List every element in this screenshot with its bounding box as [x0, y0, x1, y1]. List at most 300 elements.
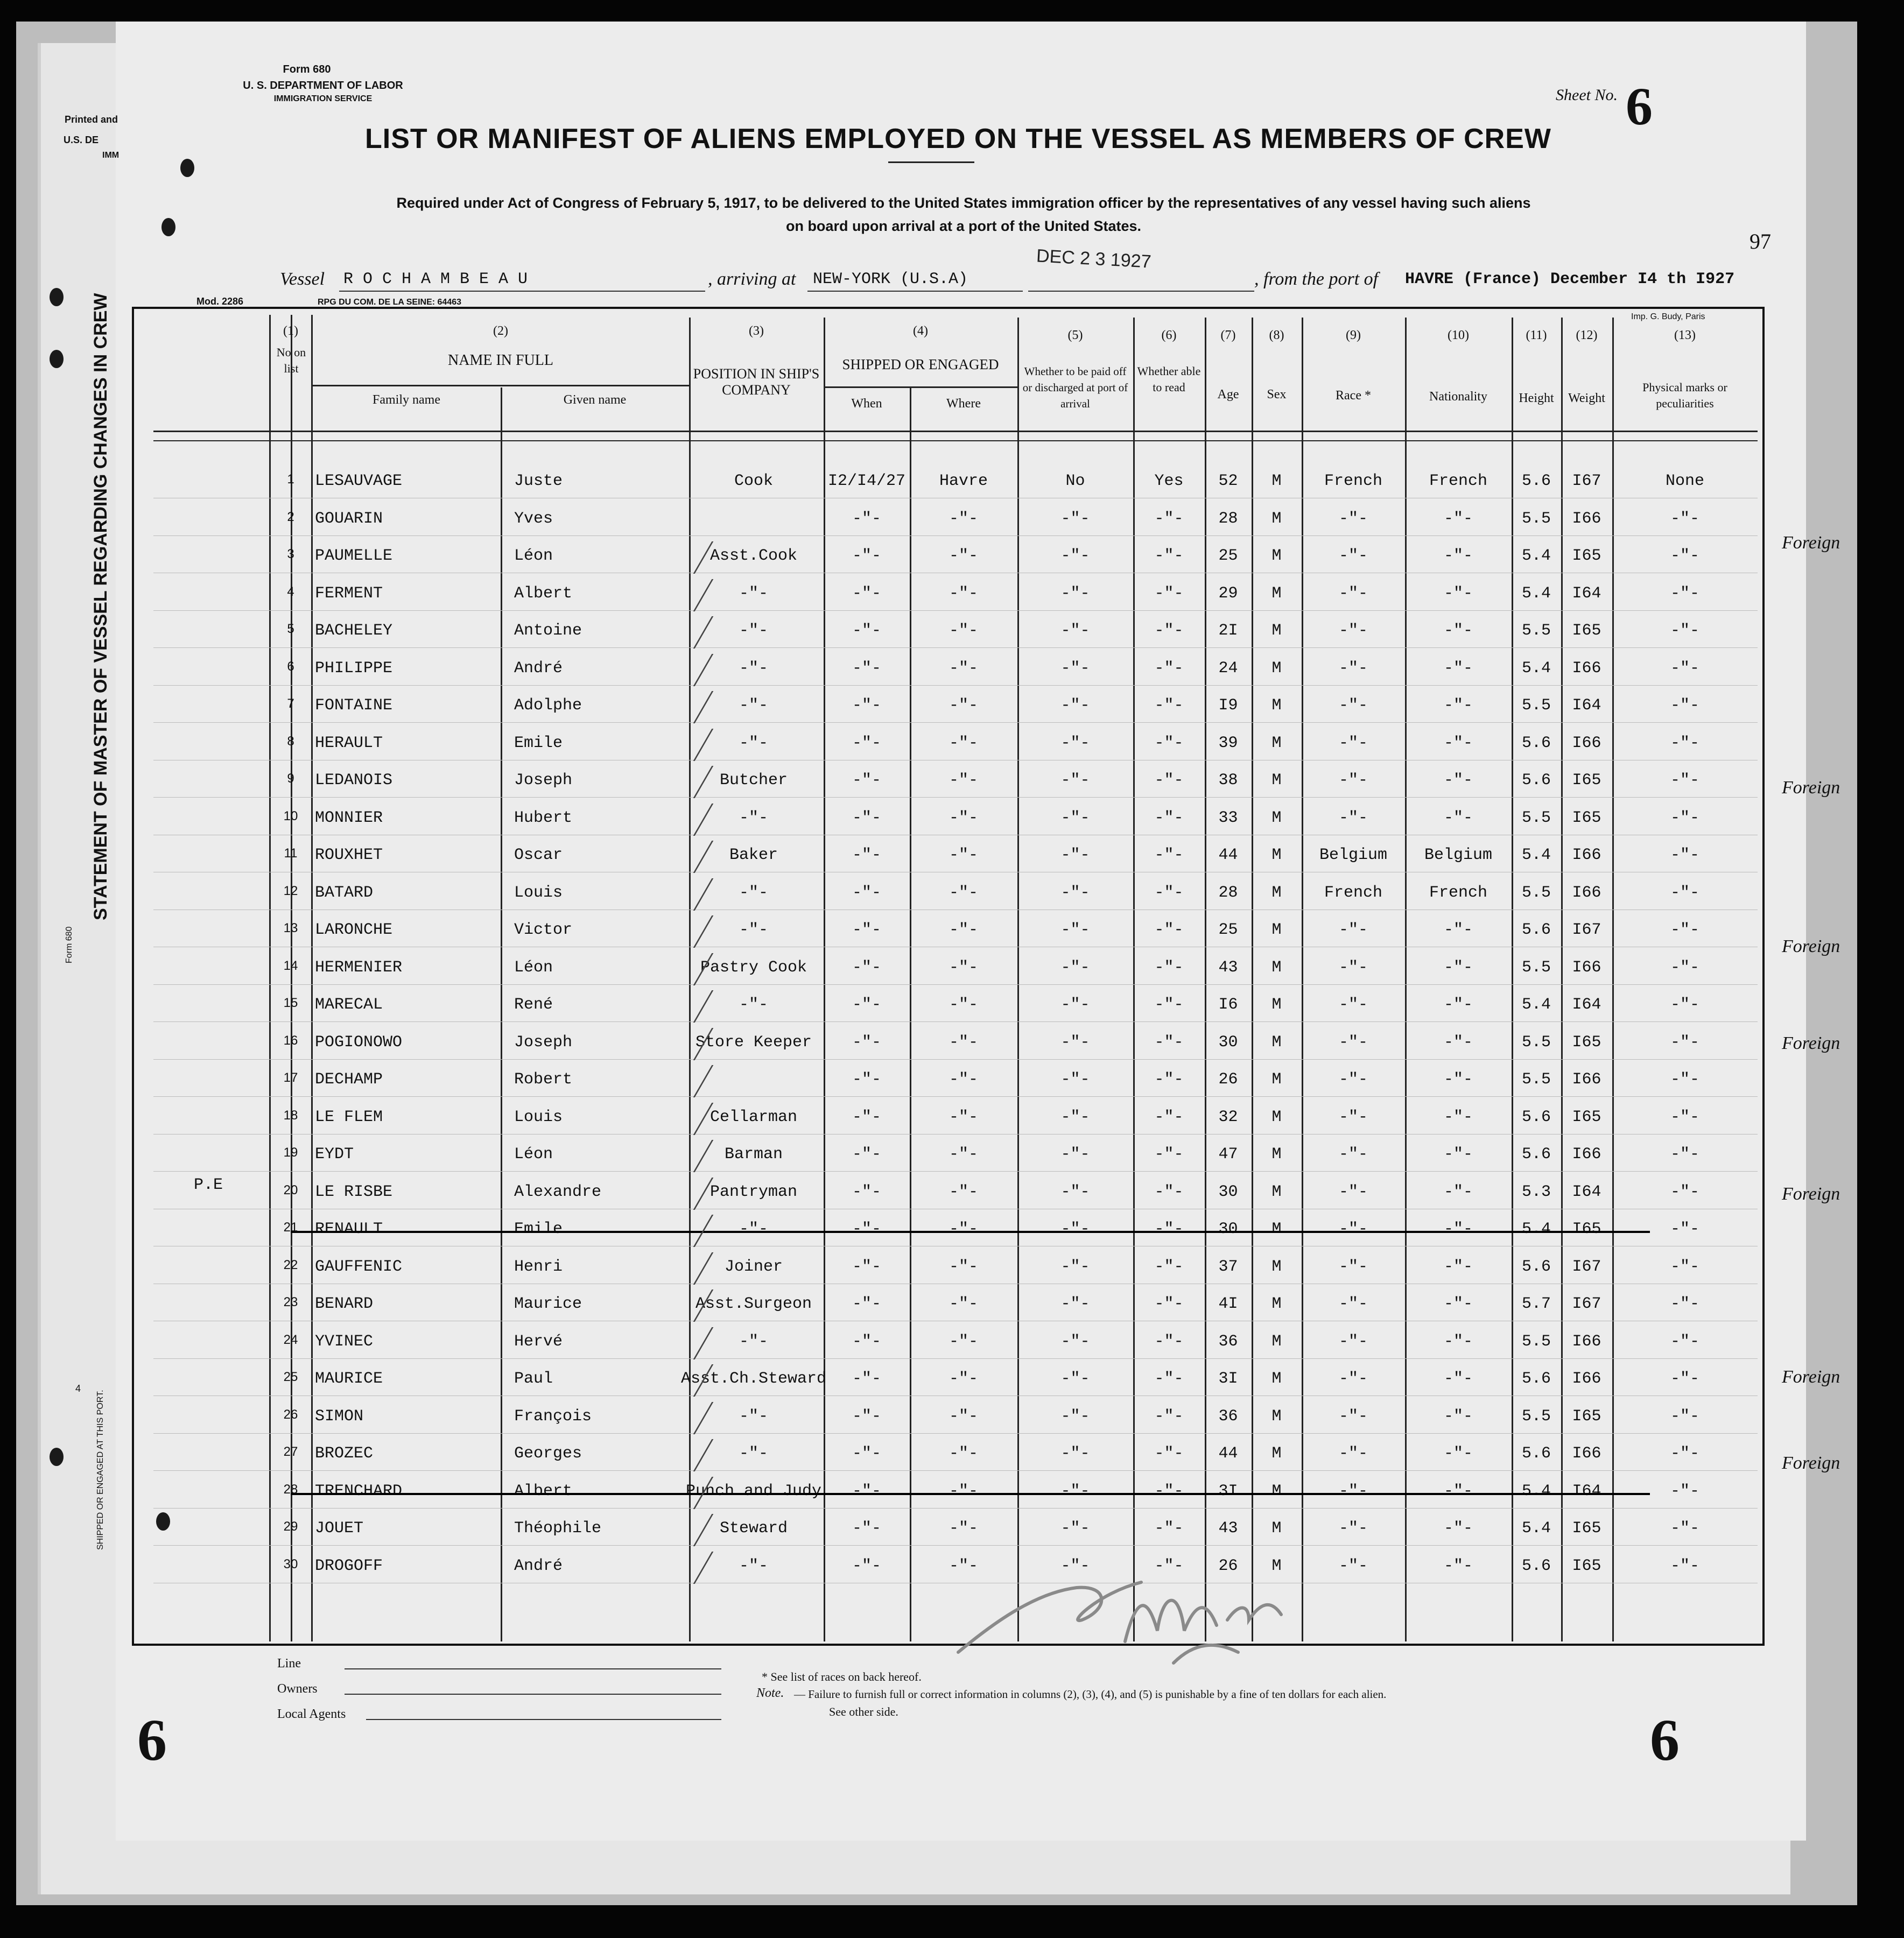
cell-no: 2 [287, 509, 294, 524]
cell-nat: -"- [1443, 1332, 1473, 1351]
col4-num: (4) [913, 324, 928, 338]
cell-sex: M [1271, 1257, 1282, 1276]
cell-age: 24 [1218, 659, 1238, 678]
cell-nat: -"- [1443, 659, 1473, 678]
cell-family: HERMENIER [315, 958, 403, 977]
cell-nat: -"- [1443, 1220, 1473, 1238]
cell-age: 28 [1218, 509, 1238, 528]
cell-read: -"- [1154, 622, 1184, 640]
cell-read: -"- [1154, 1257, 1184, 1276]
cell-paid: -"- [1060, 1182, 1090, 1201]
cell-family: DECHAMP [315, 1070, 383, 1089]
cell-given: Léon [514, 958, 553, 977]
cell-paid: -"- [1060, 1407, 1090, 1426]
cell-weight: I64 [1572, 1482, 1601, 1500]
cell-given: Adolphe [514, 696, 582, 715]
cell-pos: Steward [719, 1519, 788, 1538]
page-number-left: 6 [137, 1707, 167, 1773]
title-underline [888, 161, 974, 163]
cell-height: 5.3 [1521, 1182, 1551, 1201]
cell-where: -"- [949, 1556, 978, 1575]
cell-sex: M [1271, 1033, 1282, 1052]
cell-where: -"- [949, 659, 978, 678]
cell-nat: -"- [1443, 808, 1473, 827]
cell-marks: -"- [1670, 1145, 1699, 1164]
cell-sex: M [1271, 1444, 1282, 1463]
cell-age: 36 [1218, 1332, 1238, 1351]
cell-marks: -"- [1670, 846, 1699, 864]
cell-sex: M [1271, 1332, 1282, 1351]
cell-given: Albert [514, 1482, 573, 1500]
cell-read: -"- [1154, 1482, 1184, 1500]
cell-nat: -"- [1443, 1482, 1473, 1500]
cell-nat: -"- [1443, 996, 1473, 1014]
cell-family: GOUARIN [315, 509, 383, 528]
cell-nat: -"- [1443, 1519, 1473, 1538]
cell-nat: Belgium [1424, 846, 1493, 864]
cell-pos: -"- [739, 1407, 768, 1426]
side-form: Form 680 [65, 926, 74, 963]
cell-where: -"- [949, 1332, 978, 1351]
cell-marks: -"- [1670, 584, 1699, 603]
cell-read: -"- [1154, 808, 1184, 827]
cell-marks: -"- [1670, 1482, 1699, 1500]
cell-height: 5.5 [1521, 958, 1551, 977]
cell-paid: -"- [1060, 696, 1090, 715]
cell-pos: -"- [739, 1444, 768, 1463]
cell-paid: -"- [1060, 622, 1090, 640]
cell-race: -"- [1338, 1033, 1368, 1052]
cell-given: Georges [514, 1444, 582, 1463]
cell-age: 30 [1218, 1182, 1238, 1201]
cell-age: 25 [1218, 547, 1238, 565]
cell-weight: I66 [1572, 1332, 1601, 1351]
col5-num: (5) [1067, 328, 1083, 342]
cell-when: -"- [852, 1482, 881, 1500]
cell-where: -"- [949, 1519, 978, 1538]
cell-when: -"- [852, 771, 881, 790]
cell-family: LE RISBE [315, 1182, 393, 1201]
col11-header: Height [1519, 391, 1554, 405]
cell-race: -"- [1338, 808, 1368, 827]
cell-when: -"- [852, 659, 881, 678]
col11-num: (11) [1526, 328, 1547, 342]
col4-header: SHIPPED OR ENGAGED [842, 356, 999, 372]
row-rule [153, 1545, 1758, 1546]
cell-paid: -"- [1060, 547, 1090, 565]
cell-family: LARONCHE [315, 921, 393, 939]
col13-header: Physical marks or peculiarities [1642, 380, 1727, 410]
page-title: LIST OR MANIFEST OF ALIENS EMPLOYED ON THE VESSEL AS MEMBERS OF CREW [365, 123, 1551, 154]
cell-weight: I64 [1572, 584, 1601, 603]
col12-num: (12) [1576, 328, 1598, 342]
cell-when: -"- [852, 1220, 881, 1238]
cell-marks: -"- [1670, 1519, 1699, 1538]
cell-when: -"- [852, 584, 881, 603]
cell-where: -"- [949, 1444, 978, 1463]
printed-note-2: U.S. DE [64, 135, 99, 145]
cell-read: -"- [1154, 696, 1184, 715]
cell-age: 26 [1218, 1556, 1238, 1575]
cell-where: -"- [949, 996, 978, 1014]
cell-given: Paul [514, 1370, 553, 1388]
cell-marks: -"- [1670, 1370, 1699, 1388]
cell-race: Belgium [1319, 846, 1388, 864]
cell-race: -"- [1338, 1070, 1368, 1089]
cell-marks: -"- [1670, 996, 1699, 1014]
cell-where: -"- [949, 696, 978, 715]
row-rule [153, 984, 1758, 985]
cell-when: -"- [852, 808, 881, 827]
cell-marks: -"- [1670, 696, 1699, 715]
cell-marks: -"- [1670, 1444, 1699, 1463]
cell-marks: None [1665, 472, 1704, 490]
cell-weight: I66 [1572, 883, 1601, 902]
col2b-header: Given name [563, 393, 627, 407]
cell-sex: M [1271, 584, 1282, 603]
cell-sex: M [1271, 1482, 1282, 1500]
cell-height: 5.6 [1521, 771, 1551, 790]
cell-paid: -"- [1060, 1145, 1090, 1164]
cell-marks: -"- [1670, 734, 1699, 752]
cell-when: -"- [852, 1108, 881, 1126]
cell-marks: -"- [1670, 509, 1699, 528]
cell-weight: I65 [1572, 1519, 1601, 1538]
cell-when: -"- [852, 1070, 881, 1089]
page-number: 97 [1750, 229, 1771, 253]
cell-read: -"- [1154, 1407, 1184, 1426]
cell-pos: -"- [739, 696, 768, 715]
side-bottom: SHIPPED OR ENGAGED AT THIS PORT. [96, 1390, 105, 1550]
cell-given: André [514, 659, 563, 678]
cell-height: 5.4 [1521, 659, 1551, 678]
cell-no: 4 [287, 584, 294, 599]
cell-height: 5.6 [1521, 1444, 1551, 1463]
cell-when: -"- [852, 1444, 881, 1463]
side-mark-4: 4 [75, 1383, 81, 1394]
punch-hole [180, 159, 194, 177]
cell-sex: M [1271, 1556, 1282, 1575]
cell-paid: -"- [1060, 1556, 1090, 1575]
cell-no: 9 [287, 771, 294, 786]
cell-nat: -"- [1443, 1257, 1473, 1276]
cell-nat: -"- [1443, 771, 1473, 790]
mod-text: Mod. 2286 [196, 296, 244, 307]
cell-family: HERAULT [315, 734, 383, 752]
cell-given: Maurice [514, 1295, 582, 1313]
cell-given: Yves [514, 509, 553, 528]
cell-race: -"- [1338, 1257, 1368, 1276]
cell-age: 44 [1218, 1444, 1238, 1463]
cell-pos: Cellarman [709, 1108, 798, 1126]
cell-given: Hubert [514, 808, 573, 827]
row-rule [153, 1358, 1758, 1359]
punch-hole [50, 350, 64, 368]
footer-line-label: Line [277, 1657, 301, 1671]
cell-when: -"- [852, 1332, 881, 1351]
cell-paid: -"- [1060, 958, 1090, 977]
cell-where: -"- [949, 1407, 978, 1426]
cell-race: -"- [1338, 509, 1368, 528]
cell-sex: M [1271, 958, 1282, 977]
cell-no: 13 [283, 921, 298, 935]
cell-height: 5.6 [1521, 734, 1551, 752]
cell-age: 30 [1218, 1033, 1238, 1052]
cell-marks: -"- [1670, 659, 1699, 678]
cell-pos: Baker [729, 846, 778, 864]
cell-weight: I65 [1572, 1108, 1601, 1126]
margin-note: Foreign [1782, 1367, 1840, 1387]
cell-family: DROGOFF [315, 1556, 383, 1575]
header-rule [153, 431, 1758, 432]
cell-height: 5.5 [1521, 1407, 1551, 1426]
cell-race: -"- [1338, 996, 1368, 1014]
cell-pos: -"- [739, 921, 768, 939]
cell-given: Louis [514, 1108, 563, 1126]
cell-race: -"- [1338, 1407, 1368, 1426]
cell-read: -"- [1154, 1556, 1184, 1575]
col8-header: Sex [1267, 387, 1287, 401]
cell-paid: -"- [1060, 1257, 1090, 1276]
cell-family: BENARD [315, 1295, 374, 1313]
cell-no: 14 [283, 958, 298, 973]
cell-age: 43 [1218, 958, 1238, 977]
col1-header: No on list [276, 346, 306, 375]
cell-nat: -"- [1443, 734, 1473, 752]
cell-no: 23 [283, 1295, 298, 1309]
cell-race: -"- [1338, 1108, 1368, 1126]
cell-nat: -"- [1443, 1370, 1473, 1388]
cell-race: -"- [1338, 547, 1368, 565]
from-port: HAVRE (France) December I4 th I927 [1405, 270, 1735, 288]
cell-family: GAUFFENIC [315, 1257, 403, 1276]
cell-given: René [514, 996, 553, 1014]
cell-paid: -"- [1060, 509, 1090, 528]
arriving-label: , arriving at [708, 269, 796, 289]
cell-when: -"- [852, 547, 881, 565]
arriving-port: NEW-YORK (U.S.A) [813, 270, 968, 288]
cell-race: -"- [1338, 958, 1368, 977]
cell-weight: I66 [1572, 846, 1601, 864]
cell-weight: I67 [1572, 921, 1601, 939]
cell-pos: -"- [739, 996, 768, 1014]
cell-race: -"- [1338, 1332, 1368, 1351]
cell-where: -"- [949, 1220, 978, 1238]
col5-header: Whether to be paid off or discharged at port of arrival [1022, 365, 1128, 410]
col2-header: NAME IN FULL [448, 352, 553, 369]
cell-pos: Asst.Surgeon [695, 1295, 812, 1313]
col9-num: (9) [1346, 328, 1361, 342]
cell-height: 5.5 [1521, 1033, 1551, 1052]
cell-family: LE FLEM [315, 1108, 383, 1126]
cell-race: -"- [1338, 771, 1368, 790]
cell-where: -"- [949, 509, 978, 528]
cell-no: 1 [287, 472, 294, 487]
cell-height: 5.4 [1521, 584, 1551, 603]
cell-when: -"- [852, 1182, 881, 1201]
cell-age: 2I [1218, 622, 1238, 640]
cell-race: -"- [1338, 659, 1368, 678]
cell-family: POGIONOWO [315, 1033, 403, 1052]
cell-no: 22 [283, 1257, 298, 1272]
cell-when: -"- [852, 696, 881, 715]
cell-marks: -"- [1670, 1108, 1699, 1126]
cell-marks: -"- [1670, 1407, 1699, 1426]
cell-no: 10 [283, 808, 298, 823]
cell-marks: -"- [1670, 1182, 1699, 1201]
cell-nat: -"- [1443, 1108, 1473, 1126]
cell-given: Joseph [514, 771, 573, 790]
cell-age: 3I [1218, 1482, 1238, 1500]
cell-pos: -"- [739, 659, 768, 678]
margin-note: Foreign [1782, 1033, 1840, 1053]
cell-when: -"- [852, 509, 881, 528]
cell-race: -"- [1338, 1145, 1368, 1164]
cell-when: I2/I4/27 [827, 472, 906, 490]
cell-nat: French [1429, 883, 1488, 902]
cell-age: 3I [1218, 1370, 1238, 1388]
cell-where: -"- [949, 1145, 978, 1164]
cell-paid: No [1065, 472, 1085, 490]
cell-where: -"- [949, 584, 978, 603]
cell-sex: M [1271, 472, 1282, 490]
cell-given: Emile [514, 734, 563, 752]
cell-race: -"- [1338, 622, 1368, 640]
cell-pos: Punch and Judy [685, 1482, 822, 1500]
cell-race: -"- [1338, 1444, 1368, 1463]
cell-height: 5.4 [1521, 547, 1551, 565]
cell-weight: I65 [1572, 771, 1601, 790]
subtitle-line-2: on board upon arrival at a port of the United States. [785, 218, 1142, 234]
cell-given: Léon [514, 1145, 553, 1164]
cell-height: 5.4 [1521, 1220, 1551, 1238]
cell-race: -"- [1338, 1370, 1368, 1388]
cell-race: -"- [1338, 1182, 1368, 1201]
cell-read: -"- [1154, 846, 1184, 864]
cell-race: -"- [1338, 1295, 1368, 1313]
cell-sex: M [1271, 622, 1282, 640]
col2-num: (2) [493, 324, 508, 338]
cell-weight: I65 [1572, 1033, 1601, 1052]
col9-header: Race * [1336, 389, 1371, 403]
cell-no: 7 [287, 696, 294, 711]
col3-header: POSITION IN SHIP'S COMPANY [693, 366, 820, 398]
cell-given: Henri [514, 1257, 563, 1276]
header-rule [824, 386, 1017, 388]
cell-age: 32 [1218, 1108, 1238, 1126]
cell-marks: -"- [1670, 883, 1699, 902]
cell-given: Joseph [514, 1033, 573, 1052]
cell-age: 28 [1218, 883, 1238, 902]
cell-age: 38 [1218, 771, 1238, 790]
cell-weight: I67 [1572, 1295, 1601, 1313]
cell-given: Antoine [514, 622, 582, 640]
footer-rule [366, 1719, 721, 1720]
cell-nat: -"- [1443, 958, 1473, 977]
header-rule [153, 440, 1758, 441]
cell-read: -"- [1154, 883, 1184, 902]
cell-family: PAUMELLE [315, 547, 393, 565]
cell-sex: M [1271, 1519, 1282, 1538]
cell-paid: -"- [1060, 584, 1090, 603]
cell-height: 5.4 [1521, 996, 1551, 1014]
cell-age: 44 [1218, 846, 1238, 864]
cell-weight: I64 [1572, 996, 1601, 1014]
note-label: Note. [756, 1686, 784, 1700]
row-rule [153, 535, 1758, 536]
footer-agents-label: Local Agents [277, 1707, 346, 1721]
sheet-label: Sheet No. [1556, 86, 1618, 104]
cell-sex: M [1271, 1182, 1282, 1201]
cell-paid: -"- [1060, 1332, 1090, 1351]
cell-sex: M [1271, 659, 1282, 678]
col-rule [311, 315, 313, 1641]
col10-num: (10) [1448, 328, 1469, 342]
cell-given: Louis [514, 883, 563, 902]
cell-weight: I65 [1572, 622, 1601, 640]
cell-sex: M [1271, 734, 1282, 752]
cell-read: Yes [1154, 472, 1184, 490]
cell-given: Hervé [514, 1332, 563, 1351]
col-rule [269, 315, 271, 1641]
cell-marks: -"- [1670, 547, 1699, 565]
cell-height: 5.5 [1521, 883, 1551, 902]
cell-family: FERMENT [315, 584, 383, 603]
cell-age: 36 [1218, 1407, 1238, 1426]
cell-pos: -"- [739, 1220, 768, 1238]
cell-pos: -"- [739, 584, 768, 603]
cell-read: -"- [1154, 509, 1184, 528]
cell-when: -"- [852, 1257, 881, 1276]
cell-nat: -"- [1443, 1070, 1473, 1089]
cell-marks: -"- [1670, 1220, 1699, 1238]
cell-height: 5.5 [1521, 1332, 1551, 1351]
cell-paid: -"- [1060, 1295, 1090, 1313]
punch-hole [50, 288, 64, 306]
cell-read: -"- [1154, 958, 1184, 977]
cell-family: LESAUVAGE [315, 472, 403, 490]
cell-pos: Butcher [719, 771, 788, 790]
cell-paid: -"- [1060, 734, 1090, 752]
cell-nat: -"- [1443, 696, 1473, 715]
col6-header: Whether able to read [1137, 364, 1201, 394]
cell-nat: -"- [1443, 547, 1473, 565]
cell-weight: I66 [1572, 1370, 1601, 1388]
cell-pos: Barman [724, 1145, 783, 1164]
date-stamp: DEC 2 3 1927 [1036, 245, 1152, 272]
cell-height: 5.4 [1521, 846, 1551, 864]
cell-sex: M [1271, 996, 1282, 1014]
col7-header: Age [1217, 387, 1239, 401]
form-number: Form 680 [283, 64, 331, 75]
cell-paid: -"- [1060, 1070, 1090, 1089]
cell-age: 43 [1218, 1519, 1238, 1538]
cell-nat: -"- [1443, 1407, 1473, 1426]
cell-read: -"- [1154, 734, 1184, 752]
cell-sex: M [1271, 883, 1282, 902]
margin-note: Foreign [1782, 1453, 1840, 1473]
from-label: , from the port of [1254, 269, 1379, 289]
cell-sex: M [1271, 1295, 1282, 1313]
cell-read: -"- [1154, 1033, 1184, 1052]
cell-weight: I66 [1572, 659, 1601, 678]
cell-paid: -"- [1060, 659, 1090, 678]
cell-nat: -"- [1443, 584, 1473, 603]
cell-no: 6 [287, 659, 294, 674]
cell-read: -"- [1154, 584, 1184, 603]
cell-when: -"- [852, 1295, 881, 1313]
cell-family: BROZEC [315, 1444, 374, 1463]
